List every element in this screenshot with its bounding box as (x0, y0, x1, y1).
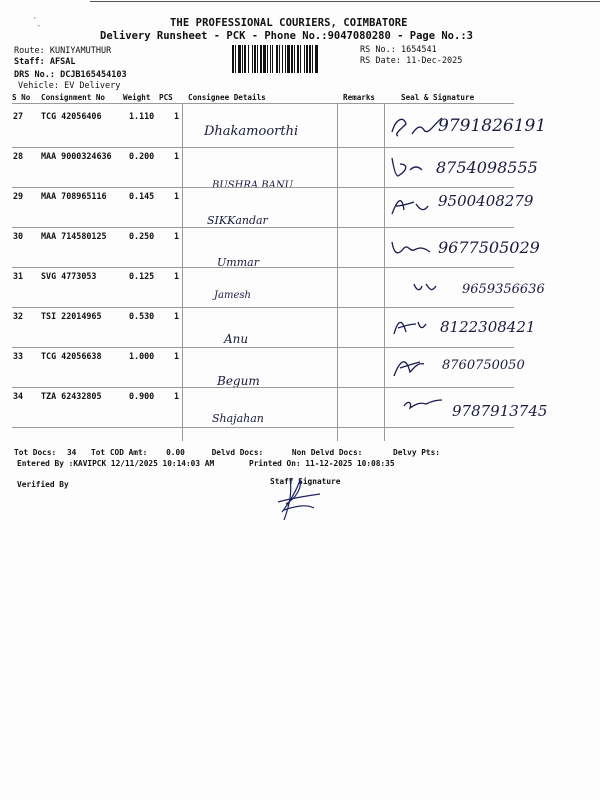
cell-pcs: 1 (174, 311, 180, 321)
cell-pcs: 1 (174, 111, 180, 121)
barcode-bar (270, 45, 271, 73)
handwritten-consignee-name: Begum (217, 374, 260, 388)
barcode-bar (279, 45, 280, 73)
cell-weight: 0.125 (129, 271, 155, 281)
printed-on: Printed On: 11-12-2025 10:08:35 (249, 459, 395, 468)
staff-signature-mark (262, 474, 352, 524)
totals-line (14, 448, 440, 457)
cell-weight: 0.900 (129, 391, 155, 401)
non-delvd-label: Non Delvd Docs: (291, 448, 363, 457)
signature-stroke (392, 201, 428, 214)
signature-stroke (392, 118, 442, 136)
recipient-signature-mark (386, 390, 446, 424)
cell-pcs: 1 (174, 231, 180, 241)
scan-speck: · (32, 14, 38, 24)
col-header-remarks: Remarks (343, 93, 376, 102)
staff-label: Staff: (14, 57, 45, 67)
cell-weight: 1.000 (129, 351, 155, 361)
barcode-bar (242, 45, 243, 73)
barcode-bar (285, 45, 286, 73)
drs-line (14, 70, 127, 80)
barcode-bar (252, 45, 253, 73)
handwritten-phone-number: 8754098555 (436, 158, 538, 177)
barcode-bar (294, 45, 295, 73)
cell-consignment: MAA 9000324636 (41, 151, 112, 161)
barcode-bar (282, 45, 283, 73)
signature-stroke (414, 284, 436, 290)
col-header-consignment: Consignment No (41, 93, 106, 102)
table-row (12, 388, 548, 428)
barcode-bar (263, 45, 266, 73)
cell-pcs: 1 (174, 271, 180, 281)
table-row (12, 308, 536, 348)
scan-speck: - (36, 21, 42, 31)
table-row (12, 108, 547, 148)
vehicle-line (18, 81, 120, 91)
top-rule (90, 1, 600, 2)
barcode-bar (235, 45, 236, 73)
barcode-bar (272, 45, 273, 73)
cell-consignment: MAA 714580125 (41, 231, 107, 241)
cell-weight: 1.110 (129, 111, 155, 121)
handwritten-phone-number: 9500408279 (438, 192, 534, 210)
cell-sno: 32 (13, 311, 24, 321)
barcode-bar (260, 45, 262, 73)
header-rule (12, 103, 514, 104)
barcode-bar (300, 45, 301, 73)
signature-stroke (394, 322, 426, 334)
cell-sno: 34 (13, 391, 24, 401)
drs-value: DCJB165454103 (60, 70, 127, 80)
barcode-bar (276, 45, 278, 73)
cell-weight: 0.250 (129, 231, 155, 241)
handwritten-phone-number: 9791826191 (438, 116, 547, 136)
drs-label: DRS No.: (14, 70, 55, 80)
rs-no-label: RS No.: (360, 45, 396, 55)
barcode-image (232, 45, 354, 73)
handwritten-consignee-name: Ummar (217, 256, 259, 269)
col-header-pcs: PCS (159, 93, 173, 102)
staff-signature-label: Staff Signature (270, 477, 341, 486)
cell-sno: 31 (13, 271, 24, 281)
signature-stroke (404, 400, 442, 408)
handwritten-consignee-name: Jamesh (214, 290, 251, 301)
barcode-bar (309, 45, 311, 73)
handwritten-consignee-name: BUSHRA BANU (212, 180, 294, 191)
rs-date-value: 11-Dec-2025 (406, 56, 463, 66)
handwritten-phone-number: 9659356636 (462, 282, 545, 297)
cell-consignment: TCG 42056406 (41, 111, 102, 121)
signature-stroke (392, 158, 422, 176)
col-header-sno: S No (12, 93, 31, 102)
route-value: KUNIYAMUTHUR (49, 46, 112, 56)
cell-sno: 33 (13, 351, 24, 361)
barcode-bar (312, 45, 313, 73)
cell-sno: 28 (13, 151, 24, 161)
handwritten-phone-number: 9677505029 (438, 238, 540, 257)
cell-sno: 29 (13, 191, 24, 201)
barcode-bar (238, 45, 241, 73)
col-header-weight: Weight (123, 93, 151, 102)
barcode-bar (306, 45, 308, 73)
delvy-pts-label: Delvy Pts: (393, 448, 440, 457)
cell-pcs: 1 (174, 191, 180, 201)
recipient-signature-mark (386, 110, 446, 144)
barcode-bar (304, 45, 305, 73)
table-row (12, 188, 534, 228)
cell-consignment: TCG 42056638 (41, 351, 102, 361)
handwritten-consignee-name: Shajahan (212, 412, 264, 425)
recipient-signature-mark (386, 310, 446, 344)
cell-consignment: TSI 22014965 (41, 311, 102, 321)
cell-consignment: MAA 708965116 (41, 191, 107, 201)
col-header-seal: Seal & Signature (401, 93, 475, 102)
recipient-signature-mark (386, 190, 446, 224)
cell-consignment: SVG 4773053 (41, 271, 97, 281)
cell-pcs: 1 (174, 391, 180, 401)
handwritten-phone-number: 8122308421 (440, 318, 536, 336)
table-row (12, 268, 545, 308)
staff-value: AFSAL (49, 57, 76, 67)
cell-pcs: 1 (174, 151, 180, 161)
staff-line (14, 57, 75, 67)
tot-docs-value: 34 (66, 448, 77, 457)
barcode-bar (287, 45, 290, 73)
barcode-bar (257, 45, 258, 73)
signature-stroke (392, 242, 430, 253)
runsheet-subtitle: Delivery Runsheet - PCK - Phone No.:9047080280 - Page No.:3 (100, 30, 473, 42)
rs-date-label: RS Date: (360, 56, 401, 66)
verified-by-label: Verified By (17, 480, 69, 489)
recipient-signature-mark (386, 230, 446, 264)
tot-cod-value: 0.00 (166, 448, 185, 457)
vehicle-label: Vehicle: (18, 81, 59, 91)
tot-docs-label: Tot Docs: (14, 448, 57, 457)
route-label: Route: (14, 46, 45, 56)
route-line (14, 46, 111, 56)
tot-cod-label: Tot COD Amt: (91, 448, 148, 457)
company-title: THE PROFESSIONAL COURIERS, COIMBATORE (170, 17, 408, 29)
barcode-bar (254, 45, 256, 73)
handwritten-consignee-name: Anu (224, 332, 249, 346)
cell-sno: 30 (13, 231, 24, 241)
delivery-table (12, 91, 548, 446)
rs-no-value: 1654541 (400, 45, 437, 55)
signature-stroke (394, 362, 424, 376)
vehicle-value: EV Delivery (64, 81, 121, 91)
table-row (12, 228, 540, 269)
cell-weight: 0.530 (129, 311, 155, 321)
handwritten-phone-number: 9787913745 (452, 402, 548, 420)
barcode-bar (291, 45, 293, 73)
barcode-bar (232, 45, 234, 73)
entered-by: Entered By :KAVIPCK 12/11/2025 10:14:03 AM (17, 459, 215, 468)
barcode-bar (315, 45, 318, 73)
recipient-signature-mark (386, 270, 446, 304)
barcode-bar (248, 45, 249, 73)
cell-weight: 0.200 (129, 151, 155, 161)
handwritten-phone-number: 8760750050 (442, 358, 525, 373)
barcode-bar (297, 45, 299, 73)
cell-pcs: 1 (174, 351, 180, 361)
barcode-bar (267, 45, 268, 73)
recipient-signature-mark (386, 350, 446, 384)
table-row (12, 148, 538, 191)
table-row (12, 348, 525, 388)
delvd-docs-label: Delvd Docs: (211, 448, 264, 457)
cell-weight: 0.145 (129, 191, 155, 201)
rs-date-line (360, 56, 462, 66)
col-header-consignee: Consignee Details (188, 93, 266, 102)
handwritten-consignee-name: Dhakamoorthi (204, 124, 299, 139)
cell-consignment: TZA 62432805 (41, 391, 102, 401)
cell-sno: 27 (13, 111, 24, 121)
rs-no-line (360, 45, 437, 55)
handwritten-consignee-name: SIKKandar (207, 214, 268, 227)
barcode-bar (244, 45, 246, 73)
row-divider (12, 427, 514, 428)
